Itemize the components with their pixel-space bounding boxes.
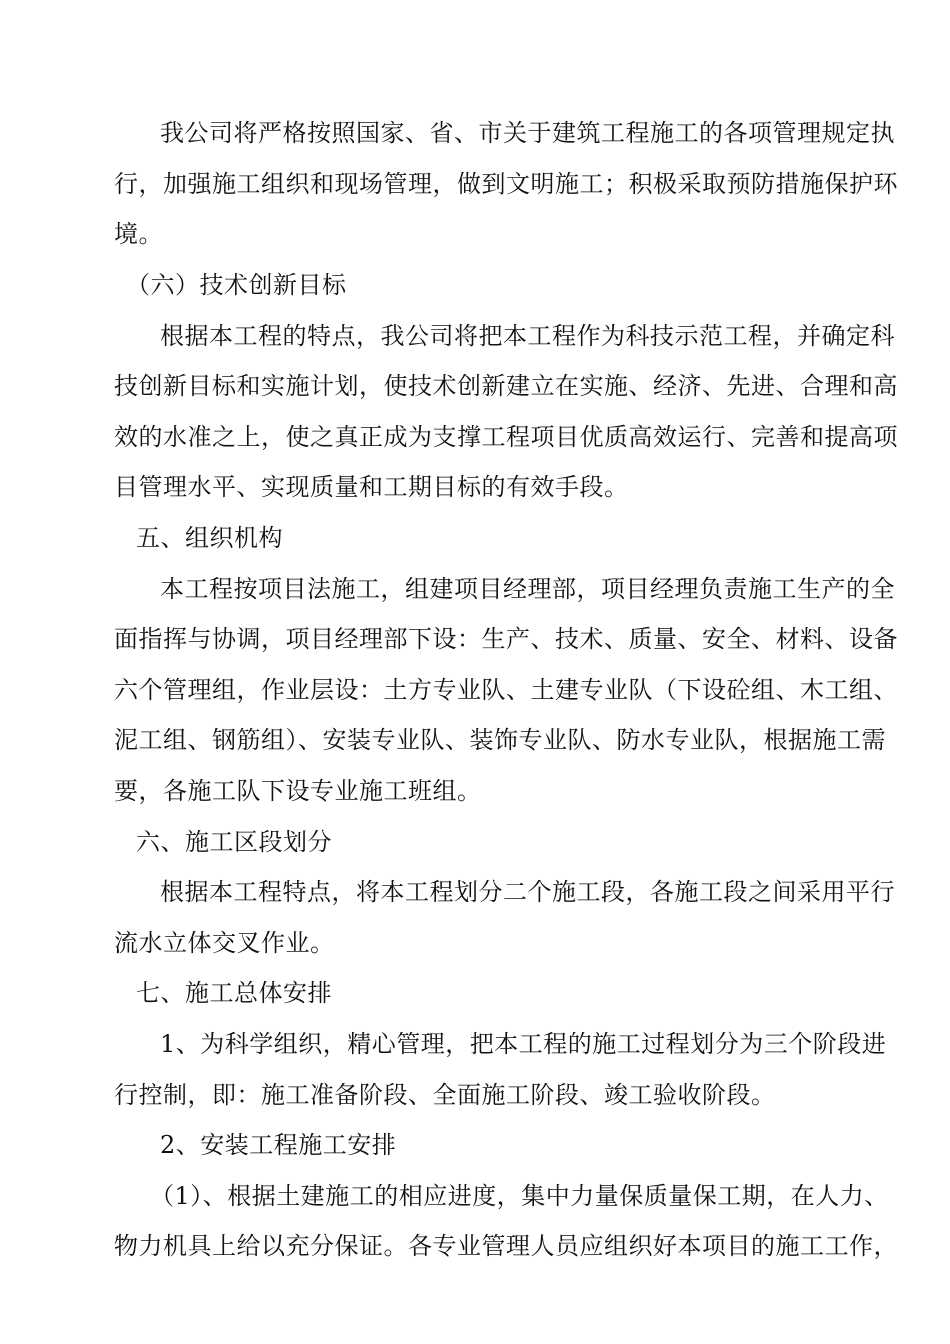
paragraph-line: 行控制，即：施工准备阶段、全面施工阶段、竣工验收阶段。 [114, 1081, 776, 1109]
paragraph-line: 泥工组、钢筋组）、安装专业队、装饰专业队、防水专业队，根据施工需 [114, 726, 886, 754]
section-heading: （六）技术创新目标 [126, 271, 347, 299]
section-heading: 六、施工区段划分 [136, 828, 332, 856]
paragraph-line: （1）、根据土建施工的相应进度，集中力量保质量保工期，在人力、 [150, 1182, 889, 1210]
paragraph-line: 目管理水平、实现质量和工期目标的有效手段。 [114, 473, 629, 501]
paragraph-line: 面指挥与协调，项目经理部下设：生产、技术、质量、安全、材料、设备 [114, 625, 898, 653]
paragraph-line: 1、为科学组织，精心管理，把本工程的施工过程划分为三个阶段进 [160, 1030, 887, 1058]
paragraph-line: 六个管理组，作业层设：土方专业队、土建专业队（下设砼组、木工组、 [114, 676, 898, 704]
paragraph-line: 根据本工程特点，将本工程划分二个施工段，各施工段之间采用平行 [160, 878, 895, 906]
section-heading: 七、施工总体安排 [136, 979, 332, 1007]
paragraph-line: 根据本工程的特点，我公司将把本工程作为科技示范工程，并确定科 [160, 322, 895, 350]
subsection-heading: 2、安装工程施工安排 [160, 1131, 397, 1159]
paragraph-line: 行，加强施工组织和现场管理，做到文明施工；积极采取预防措施保护环 [114, 170, 898, 198]
paragraph-line: 技创新目标和实施计划，使技术创新建立在实施、经济、先进、合理和高 [114, 372, 898, 400]
paragraph-line: 要，各施工队下设专业施工班组。 [114, 777, 482, 805]
paragraph-line: 效的水准之上，使之真正成为支撑工程项目优质高效运行、完善和提高项 [114, 423, 898, 451]
paragraph-line: 流水立体交叉作业。 [114, 929, 335, 957]
paragraph-line: 我公司将严格按照国家、省、市关于建筑工程施工的各项管理规定执 [160, 119, 895, 147]
section-heading: 五、组织机构 [136, 524, 283, 552]
paragraph-line: 物力机具上给以充分保证。各专业管理人员应组织好本项目的施工工作， [114, 1232, 898, 1260]
paragraph-line: 本工程按项目法施工，组建项目经理部，项目经理负责施工生产的全 [160, 575, 895, 603]
paragraph-line: 境。 [114, 220, 163, 248]
